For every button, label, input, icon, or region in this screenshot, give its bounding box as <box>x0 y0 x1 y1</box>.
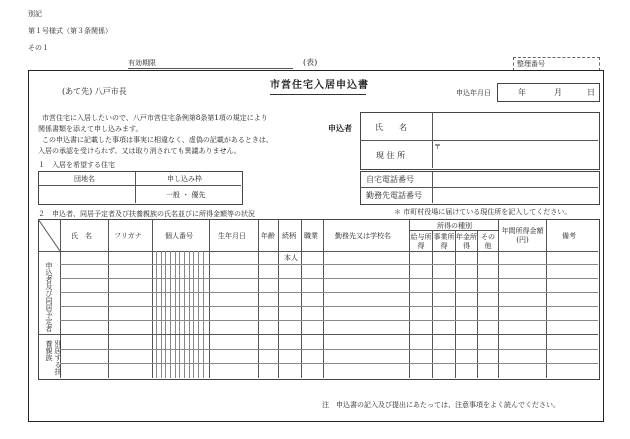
col-divider <box>258 219 259 378</box>
intro-line-4: 入居の承認を受けられず、又は取り消されても異議ありません。 <box>38 147 241 155</box>
digit-divider <box>184 251 185 378</box>
section1-heading: １ 入居を希望する住宅 <box>38 161 115 169</box>
section2-heading: ２ 申込者、同居予定者及び扶養親族の氏名並びに所得金額等の状況 <box>38 210 255 218</box>
group-dependents-label: 別居する扶養親族 <box>45 340 62 375</box>
complex-name-field[interactable] <box>39 186 134 203</box>
col-birthdate-header: 生年月日 <box>218 232 246 240</box>
applicant-name-field[interactable] <box>433 113 598 140</box>
date-month: 月 <box>554 88 562 97</box>
digit-divider <box>156 251 157 378</box>
appendix-label: 別記 <box>28 10 42 18</box>
col-age-header: 年齢 <box>261 232 275 240</box>
control-number-box[interactable] <box>513 57 600 71</box>
frame-header: 申し込み枠 <box>167 175 202 183</box>
form-part: その１ <box>28 44 49 52</box>
row-divider <box>60 320 598 321</box>
digit-divider <box>165 251 166 378</box>
date-day: 日 <box>587 88 595 97</box>
row-divider <box>60 278 598 279</box>
col-pension-header: 年金所得 <box>456 233 477 250</box>
group-divider <box>38 334 598 335</box>
row-divider <box>60 349 598 350</box>
applicant-label: 申込者 <box>328 123 352 133</box>
application-date-field[interactable] <box>497 83 600 102</box>
intro-line-1: 市営住宅に入居したいので、八戸市営住宅条例第8条第1項の規定により <box>42 114 268 122</box>
work-phone-label: 勤務先電話番号 <box>366 191 422 200</box>
address-label: 現 住 所 <box>376 151 406 160</box>
digit-divider <box>170 251 171 378</box>
postal-mark: 〒 <box>434 143 441 151</box>
col-income-kind-header: 所得の種別 <box>437 222 472 230</box>
digit-divider <box>203 251 204 378</box>
work-phone-field[interactable] <box>433 188 598 203</box>
control-number-label: 整理番号 <box>517 60 545 68</box>
validity-label: 有効期限 <box>128 59 156 67</box>
household-header-divider <box>38 251 598 252</box>
col-divider <box>546 219 547 378</box>
col-divider <box>209 219 210 378</box>
front-label: (表) <box>303 58 318 67</box>
col-occupation-header: 職業 <box>304 232 318 240</box>
title-underline <box>270 94 366 95</box>
row-divider <box>60 306 598 307</box>
date-year: 年 <box>518 88 526 97</box>
col-divider <box>432 230 433 378</box>
housing-table-col-divider <box>135 171 136 203</box>
corner-diagonal <box>38 219 60 251</box>
col-divider <box>278 219 279 378</box>
applicant-address-field[interactable] <box>433 141 598 168</box>
self-relation-cell: 本人 <box>284 254 298 262</box>
col-divider <box>323 219 324 378</box>
col-name-header: 氏 名 <box>71 232 92 240</box>
digit-divider <box>179 251 180 378</box>
col-salary-header: 給与所得 <box>410 233 432 250</box>
col-personal-no-header: 個人番号 <box>165 232 193 240</box>
col-relation-header: 続柄 <box>282 232 296 240</box>
digit-divider <box>175 251 176 378</box>
digit-divider <box>161 251 162 378</box>
col-annual-income-header: 年間所得金額(円) <box>501 227 544 244</box>
col-remarks-header: 備考 <box>562 232 576 240</box>
col-divider <box>108 219 109 378</box>
addressee: (あて先) 八戸市長 <box>62 87 127 96</box>
home-phone-label: 自宅電話番号 <box>366 175 414 184</box>
row-divider <box>60 264 598 265</box>
form-number: 第１号様式（第３条関係） <box>28 27 112 35</box>
col-workplace-header: 勤務先又は学校名 <box>335 232 391 240</box>
row-divider <box>60 363 598 364</box>
validity-underline <box>128 68 293 69</box>
col-other-header: その他 <box>481 233 495 250</box>
intro-line-3: この申込書に記載した事項は事実に相違なく、虚偽の記載があるときは、 <box>42 136 273 144</box>
address-note: ＊ 市町村役場に届けている現住所を記入してください。 <box>394 208 572 216</box>
intro-line-2: 関係書類を添えて申し込みます。 <box>38 125 143 133</box>
col-divider <box>455 230 456 378</box>
home-phone-field[interactable] <box>433 172 598 187</box>
col-furigana-header: フリガナ <box>114 232 142 240</box>
col-divider <box>152 219 153 378</box>
digit-divider <box>198 251 199 378</box>
group-applicant-label: 申込者及び同居予定者 <box>45 262 53 332</box>
digit-divider <box>189 251 190 378</box>
date-label: 申込年月日 <box>456 89 491 97</box>
col-divider <box>301 219 302 378</box>
col-divider <box>477 230 478 378</box>
col-business-header: 事業所得 <box>433 233 455 250</box>
footer-note: 注 申込書の記入及び提出にあたっては、注意事項をよく読んでください。 <box>322 401 560 409</box>
form-title: 市営住宅入居申込書 <box>270 80 369 91</box>
row-divider <box>60 292 598 293</box>
complex-name-header: 団地名 <box>74 175 95 183</box>
frame-option[interactable]: 一般 ・ 優先 <box>166 191 206 199</box>
digit-divider <box>193 251 194 378</box>
name-label: 氏 名 <box>375 123 407 132</box>
